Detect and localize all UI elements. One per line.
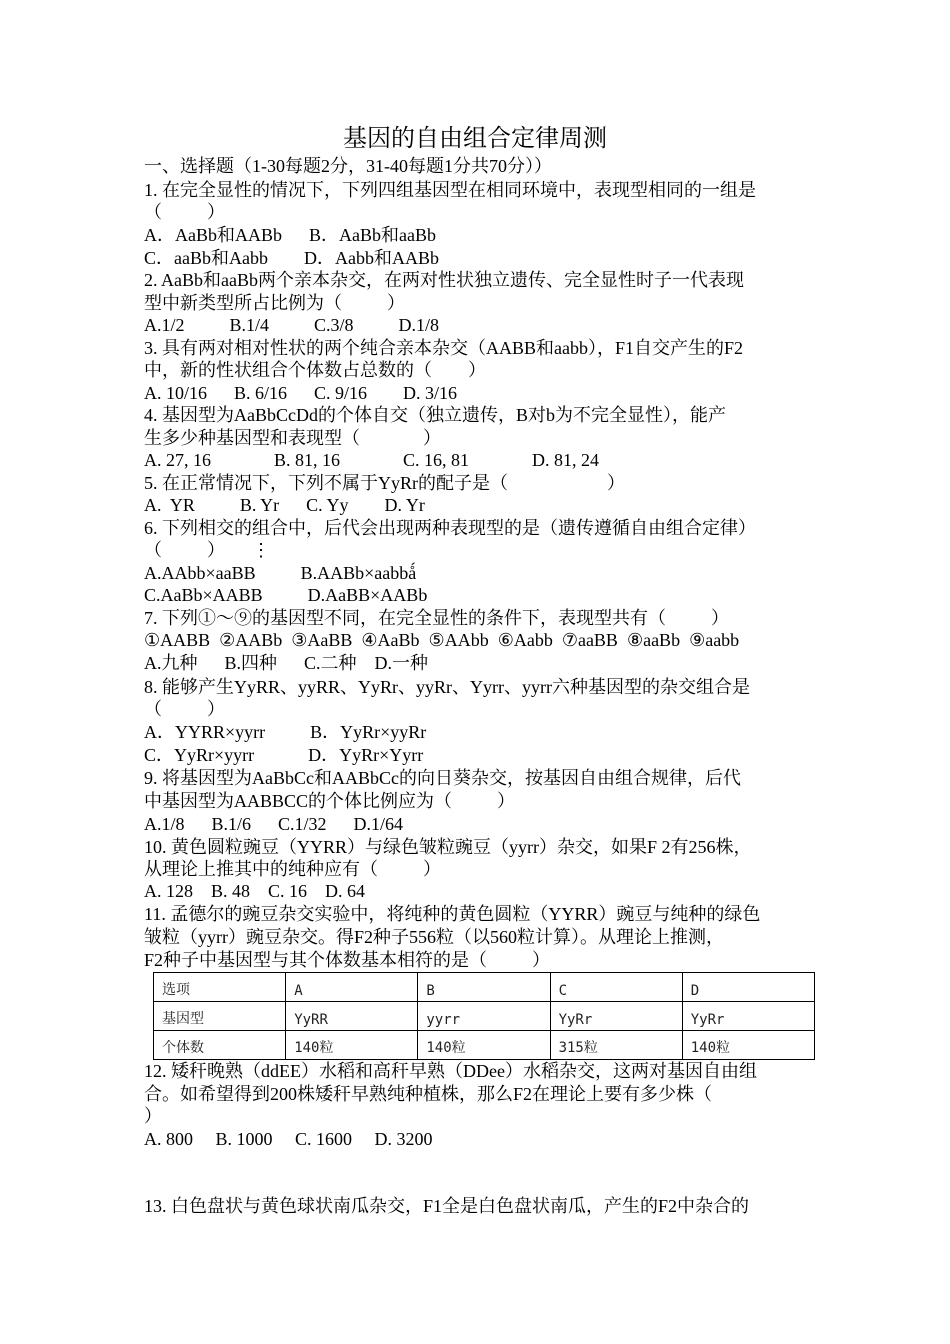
text-line: A. 27, 16 B. 81, 16 C. 16, 81 D. 81, 24 — [144, 450, 600, 470]
table-cell: C — [550, 973, 682, 1002]
text-line: A. 800 B. 1000 C. 1600 D. 3200 — [144, 1129, 433, 1149]
table-cell: 个体数 — [154, 1031, 286, 1060]
text-line: 11. 孟德尔的豌豆杂交实验中，将纯种的黄色圆粒（YYRR）豌豆与纯种的绿色 — [144, 904, 761, 924]
text-line: A. 128 B. 48 C. 16 D. 64 — [144, 881, 366, 901]
text-line: A．AaBb和AABb B．AaBb和aaBb — [144, 225, 436, 245]
text-line: ） — [144, 1106, 162, 1126]
text-line: 皱粒（yyrr）豌豆杂交。得F2种子556粒（以560粒计算）。从理论上推测， — [144, 927, 724, 947]
text-line: 6. 下列相交的组合中，后代会出现两种表现型的是（遗传遵循自由组合定律） — [144, 518, 756, 538]
table-cell: 315粒 — [550, 1031, 682, 1060]
text-line: 3. 具有两对相对性状的两个纯合亲本杂交（AABB和aabb），F1自交产生的F2 — [144, 338, 744, 358]
text-line: （ ） ⋮ — [144, 540, 270, 560]
text-line: C．YyRr×yyrr D．YyRr×Yyrr — [144, 745, 424, 765]
table-cell: 选项 — [154, 973, 286, 1002]
text-line: 型中新类型所占比例为（ ） — [144, 293, 405, 313]
table-cell: A — [286, 973, 418, 1002]
page-title: 基因的自由组合定律周测 — [343, 126, 607, 152]
text-line: 从理论上推其中的纯种应有（ ） — [144, 859, 441, 879]
text-line: 12. 矮秆晚熟（ddEE）水稻和高秆早熟（DDee）水稻杂交，这两对基因自由组 — [144, 1061, 757, 1081]
text-line: 1. 在完全显性的情况下，下列四组基因型在相同环境中，表现型相同的一组是 — [144, 180, 756, 200]
table-cell: B — [418, 973, 550, 1002]
table-row — [154, 1031, 815, 1060]
table-cell: YyRr — [682, 1002, 814, 1031]
text-line: 13. 白色盘状与黄色球状南瓜杂交，F1全是白色盘状南瓜，产生的F2中杂合的 — [144, 1196, 750, 1216]
q11-options-table — [153, 972, 815, 1060]
text-line: A.1/2 B.1/4 C.3/8 D.1/8 — [144, 315, 440, 335]
text-line: 2. AaBb和aaBb两个亲本杂交，在两对性状独立遗传、完全显性时子一代表现 — [144, 270, 744, 290]
text-line: 10. 黄色圆粒豌豆（YYRR）与绿色皱粒豌豆（yyrr）杂交，如果F 2有256株， — [144, 837, 752, 857]
text-line: A. YR B. Yr C. Yy D. Yr — [144, 495, 425, 515]
text-line: ①AABB ②AABb ③AaBB ④AaBb ⑤AAbb ⑥Aabb ⑦aaBB ⑧aaBb ⑨aabb — [144, 630, 740, 650]
text-line: F2种子中基因型与其个体数基本相符的是（ ） — [144, 950, 551, 970]
text-line: 生多少种基因型和表现型（ ） — [144, 428, 441, 448]
text-line: A．YYRR×yyrr B．YyRr×yyRr — [144, 722, 427, 742]
text-line: 4. 基因型为AaBbCcDd的个体自交（独立遗传，B对b为不完全显性），能产 — [144, 405, 726, 425]
table-row — [154, 1002, 815, 1031]
table-cell: YyRR — [286, 1002, 418, 1031]
text-line: A.1/8 B.1/6 C.1/32 D.1/64 — [144, 814, 404, 834]
text-line: A.九种 B.四种 C.二种 D.一种 — [144, 653, 429, 673]
text-line: C.AaBb×AABB D.AaBB×AABb — [144, 585, 428, 605]
text-line: 中基因型为AABBCC的个体比例应为（ ） — [144, 791, 516, 811]
text-line: （ ） — [144, 202, 225, 222]
table-cell: 基因型 — [154, 1002, 286, 1031]
table-cell: D — [682, 973, 814, 1002]
text-line: 一、选择题（1-30每题2分，31-40每题1分共70分）） — [144, 156, 552, 176]
table-cell: 140粒 — [418, 1031, 550, 1060]
text-line: A. 10/16 B. 6/16 C. 9/16 D. 3/16 — [144, 383, 458, 403]
text-line: 8. 能够产生YyRR、yyRR、YyRr、yyRr、Yyrr、yyrr六种基因型的杂交组合是 — [144, 677, 750, 697]
text-line: A.AAbb×aaBB B.AABb×aabbǻ — [144, 563, 417, 583]
table-cell: YyRr — [550, 1002, 682, 1031]
table-cell: 140粒 — [286, 1031, 418, 1060]
text-line: 合。如希望得到200株矮秆早熟纯种植株，那么F2在理论上要有多少株（ — [144, 1084, 713, 1104]
table-cell: yyrr — [418, 1002, 550, 1031]
table-cell: 140粒 — [682, 1031, 814, 1060]
text-line: C．aaBb和Aabb D．Aabb和AABb — [144, 248, 439, 268]
text-line: 5. 在正常情况下，下列不属于YyRr的配子是（ ） — [144, 473, 625, 493]
text-line: （ ） — [144, 699, 225, 719]
text-line: 中，新的性状组合个体数占总数的（ ） — [144, 360, 486, 380]
text-line: 9. 将基因型为AaBbCc和AABbCc的向日葵杂交，按基因自由组合规律，后代 — [144, 768, 741, 788]
table-header-row — [154, 973, 815, 1002]
text-line: 7. 下列①～⑨的基因型不同，在完全显性的条件下，表现型共有（ ） — [144, 608, 729, 628]
